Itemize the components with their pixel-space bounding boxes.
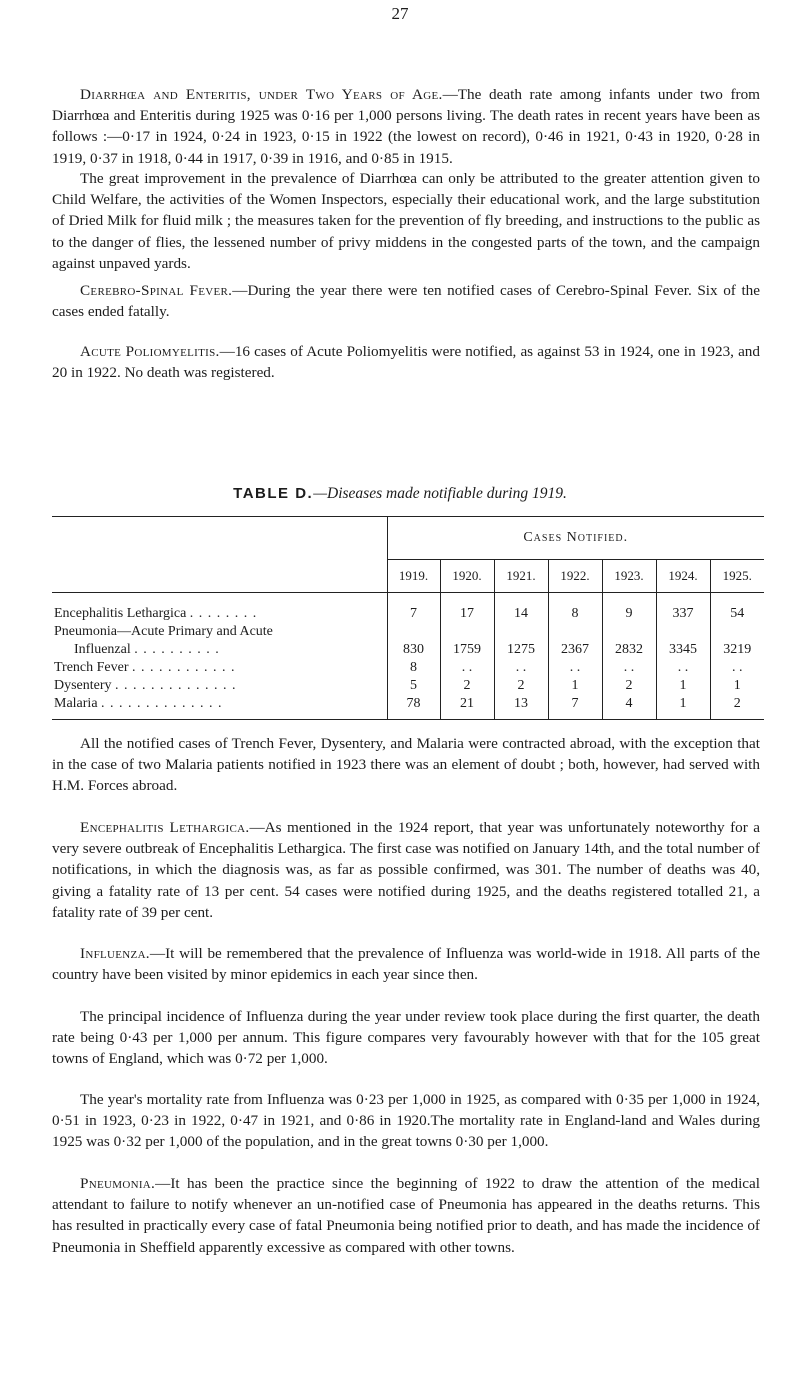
paragraph-diarrhoea-improvement: The great improvement in the prevalence of Diarrhœa can only be attributed to the greater attention given to Child Welfare, the activities of the Women Inspectors, especially their educational work, and the large substitution of Dried Milk for fluid milk ; the measures taken for the prevention of fly breeding, and instructions to the public as to the danger of flies, the lessened number of privy middens in the congested parts of the town, and the campaign against unpaved yards. (52, 170, 760, 272)
table-cell: 7 (387, 605, 440, 623)
table-cell (602, 623, 656, 641)
year-header: 1919. (387, 560, 440, 593)
section-heading: Influenza. (80, 945, 150, 962)
table-cell (710, 623, 764, 641)
table-row (52, 623, 764, 641)
table-cell: 78 (387, 695, 440, 720)
table-cell: . . (440, 659, 494, 677)
table-cell: . . (710, 659, 764, 677)
table-cell: 337 (656, 605, 710, 623)
table-cell (656, 623, 710, 641)
table-cell: 5 (387, 677, 440, 695)
paragraph-influenza (52, 943, 760, 985)
table-cell: 7 (548, 695, 602, 720)
paragraph-influenza-incidence: The principal incidence of Influenza during the year under review took place during the first quarter, the death rate being 0·43 per 1,000 per annum. This figure compares very favourably however with that for the 105 great towns of England, which was 0·72 per 1,000. (52, 1008, 760, 1068)
table-cell: . . (656, 659, 710, 677)
year-header: 1923. (602, 560, 656, 593)
year-header: 1922. (548, 560, 602, 593)
table-cell: . . (548, 659, 602, 677)
table-row (52, 641, 764, 659)
table-cell: 14 (494, 605, 548, 623)
paragraph-encephalitis (52, 817, 760, 923)
table-cell: 13 (494, 695, 548, 720)
table-cell: 4 (602, 695, 656, 720)
paragraph-text: —16 cases of Acute Poliomyelitis were notified, as against 53 in 1924, one in 1923, and 20 in 1922. No death was registered. (52, 343, 760, 382)
table-cell (494, 623, 548, 641)
section-heading: Diarrhœa and Enteritis, under Two Years of Age. (80, 86, 443, 103)
paragraph-text: —It has been the practice since the beginning of 1922 to draw the attention of the medical attendant to failure to notify whenever an un-notified case of Pneumonia has appeared in the deaths returns. This has resulted in practically every case of fatal Pneumonia being notified prior to death, and has made the incidence of Pneumonia in Sheffield apparently excessive as compared with other towns. (52, 1175, 760, 1256)
paragraph-influenza-mortality: The year's mortality rate from Influenza was 0·23 per 1,000 in 1925, as compared with 0·35 per 1,000 in 1924, 0·51 in 1923, 0·23 in 1922, 0·47 in 1921, and 0·86 in 1920.The mortality rate in England-land and Wales during 1925 was 0·32 per 1,000 of the population, and in the great towns 0·30 per 1,000. (52, 1091, 760, 1151)
table-cell: 3345 (656, 641, 710, 659)
table-cell: 2 (494, 677, 548, 695)
table-cell: 2832 (602, 641, 656, 659)
table-cell (387, 623, 440, 641)
paragraph-text: —As mentioned in the 1924 report, that year was unfortunately noteworthy for a very severe outbreak of Encephalitis Lethargica. The first case was notified on January 14th, and the total number of notifications, in which the diagnosis was, as far as possible confirmed, was 301. The number of deaths was 40, giving a fatality rate of 13 per cent. 54 cases were notified during 1925, and the deaths registered totalled 21, a fatality rate of 39 per cent. (52, 819, 760, 921)
page-number: 27 (391, 4, 409, 23)
table-spacer-row (52, 593, 764, 606)
table-corner (52, 517, 387, 593)
table-cell: 9 (602, 605, 656, 623)
table-cell: 1275 (494, 641, 548, 659)
table-cell: 17 (440, 605, 494, 623)
table-title: —Diseases made notifiable during 1919. (313, 485, 567, 502)
table-cell (440, 623, 494, 641)
table-row (52, 605, 764, 623)
table-cell: 830 (387, 641, 440, 659)
paragraph-cerebro-spinal (52, 280, 760, 322)
table-cell: . . (602, 659, 656, 677)
cases-notified-header: Cases Notified. (387, 517, 764, 560)
disease-name: Trench Fever . . . . . . . . . . . . (54, 660, 236, 675)
table-cell: 1 (656, 695, 710, 720)
disease-name: Malaria . . . . . . . . . . . . . . (52, 695, 387, 720)
table-row (52, 695, 764, 720)
table-cell: . . (494, 659, 548, 677)
paragraph-abroad-cases: All the notified cases of Trench Fever, Dysentery, and Malaria were contracted abroad, with the exception that in the case of two Malaria patients notified in 1923 there was an element of doubt ; both, however, had served with H.M. Forces abroad. (52, 735, 760, 795)
paragraph-pneumonia (52, 1173, 760, 1258)
year-header: 1920. (440, 560, 494, 593)
table-cell: 54 (710, 605, 764, 623)
disease-name: Encephalitis Lethargica . . . . . . . . (54, 606, 258, 621)
table-cell (548, 623, 602, 641)
paragraph-text: —It will be remembered that the prevalence of Influenza was world-wide in 1918. All parts of the country have been visited by minor epidemics in each year since then. (52, 945, 760, 984)
paragraph-text: —During the year there were ten notified cases of Cerebro-Spinal Fever. Six of the cases ended fatally. (52, 282, 760, 321)
table-label: TABLE D. (233, 485, 314, 502)
table-cell: 3219 (710, 641, 764, 659)
table-cell: 21 (440, 695, 494, 720)
section-heading: Encephalitis Lethargica. (80, 819, 250, 836)
year-header: 1925. (710, 560, 764, 593)
year-header: 1921. (494, 560, 548, 593)
section-heading: Acute Poliomyelitis. (80, 343, 220, 360)
table-cell: 1 (548, 677, 602, 695)
paragraph-text: —The death rate among infants under two from Diarrhœa and Enteritis during 1925 was 0·16 per 1,000 persons living. The death rates in recent years have been as follows :—0·17 in 1924, 0·24 in 1923, 0·15 in 1922 (the lowest on record), 0·46 in 1921, 0·43 in 1920, 0·28 in 1919, 0·37 in 1918, 0·44 in 1917, 0·39 in 1916, and 0·85 in 1915. (52, 86, 760, 167)
disease-name: Dysentery . . . . . . . . . . . . . . (54, 678, 237, 693)
disease-name: Influenzal . . . . . . . . . . (74, 642, 220, 657)
table-cell: 1 (656, 677, 710, 695)
table-cell: 8 (387, 659, 440, 677)
diseases-table (52, 516, 764, 720)
table-caption (0, 485, 800, 503)
table-cell: 1759 (440, 641, 494, 659)
table-cell: 2 (440, 677, 494, 695)
table-cell: 2367 (548, 641, 602, 659)
section-heading: Pneumonia. (80, 1175, 156, 1192)
year-header: 1924. (656, 560, 710, 593)
table-row (52, 677, 764, 695)
table-cell: 8 (548, 605, 602, 623)
paragraph-diarrhoea (52, 84, 760, 169)
section-heading: Cerebro-Spinal Fever. (80, 282, 233, 299)
paragraph-poliomyelitis (52, 341, 760, 383)
disease-name: Pneumonia—Acute Primary and Acute (54, 624, 273, 639)
table-cell: 1 (710, 677, 764, 695)
table-cell: 2 (602, 677, 656, 695)
table-row (52, 659, 764, 677)
table-cell: 2 (710, 695, 764, 720)
